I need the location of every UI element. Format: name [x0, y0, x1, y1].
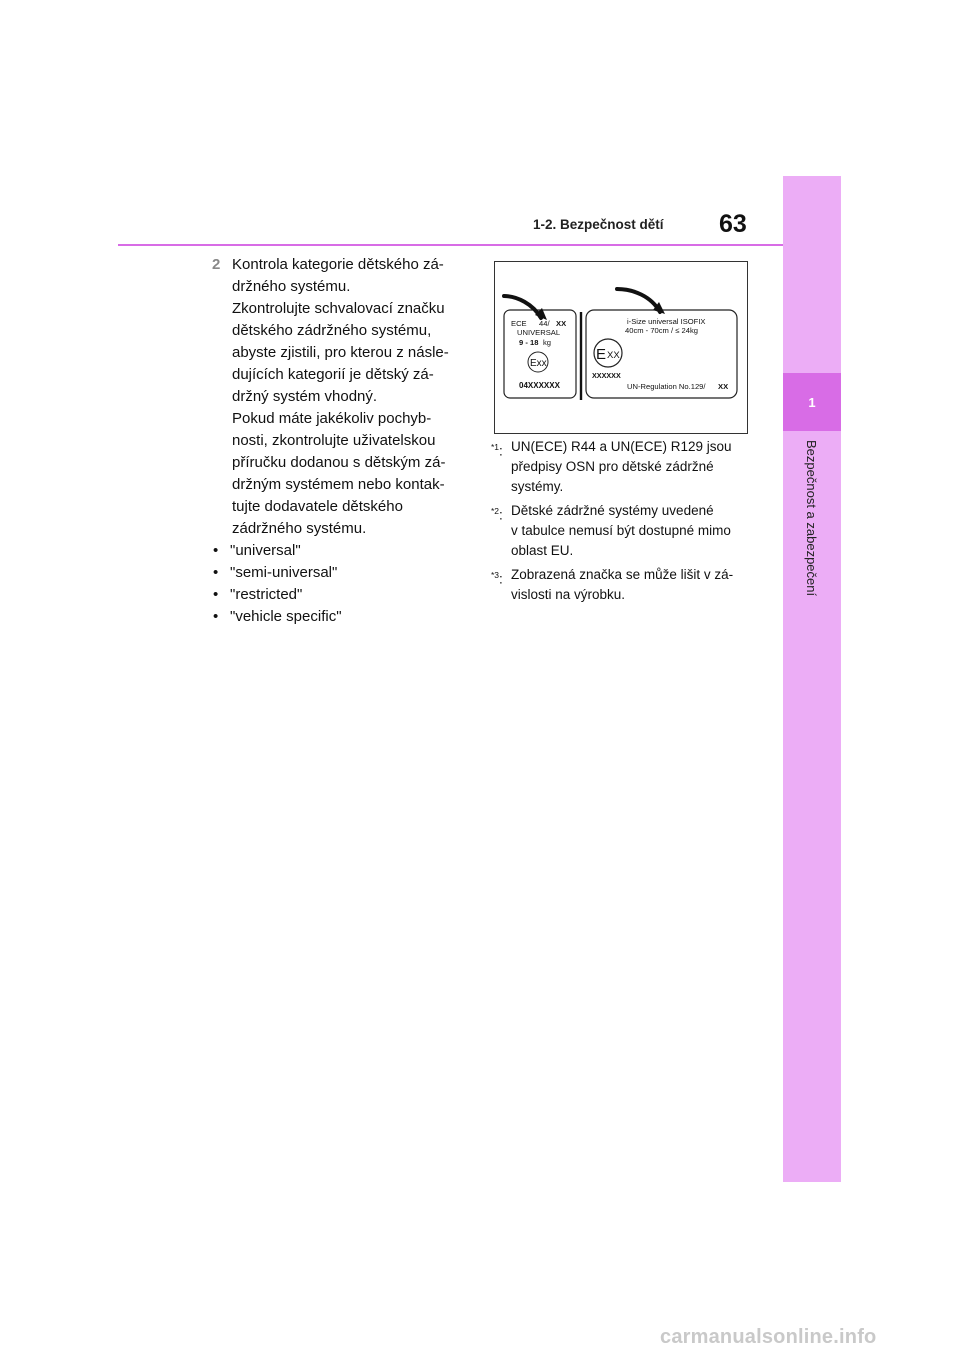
step-line: držným systémem nebo kontak-: [232, 476, 445, 493]
r129-range: 40cm - 70cm / ≤ 24kg: [625, 326, 698, 335]
watermark: carmanualsonline.info: [660, 1326, 877, 1348]
pointer-arrow-icon: [617, 289, 660, 312]
r129-code: XXXXXX: [592, 371, 621, 380]
category-item: • "restricted": [212, 584, 474, 606]
ece-r44-code: 04XXXXXX: [519, 381, 560, 390]
ece-r44-prefix: ECE: [511, 319, 527, 328]
footnote-line: v tabulce nemusí být dostupné mimo: [511, 523, 731, 538]
header-divider: [118, 244, 783, 246]
footnote-item: [491, 565, 761, 605]
step-line: abyste zjistili, pro kterou z násle-: [232, 344, 449, 361]
footnote-line: systémy.: [511, 479, 564, 494]
step-item: [212, 254, 474, 540]
e-mark-xx: XX: [607, 350, 620, 361]
ece-r44-weight-unit: kg: [543, 338, 552, 347]
footnotes: [491, 437, 761, 609]
footnote-text: [509, 437, 757, 497]
step-line: držného systému.: [232, 278, 351, 295]
r129-regulation-xx: XX: [718, 382, 729, 391]
footnote-line: UN(ECE) R44 a UN(ECE) R129 jsou: [511, 439, 732, 454]
e-mark-letter: E: [596, 346, 607, 363]
step-body: [232, 254, 468, 540]
step-line: Pokud máte jakékoliv pochyb-: [232, 410, 432, 427]
footnote-line: oblast EU.: [511, 543, 574, 558]
category-item: • "universal": [212, 540, 474, 562]
footnote-line: Zobrazená značka se může lišit v zá-: [511, 567, 734, 582]
e-mark-text: Exx: [530, 358, 547, 369]
step-line: Kontrola kategorie dětského zá-: [232, 256, 444, 273]
ece-r44-xx: XX: [556, 319, 567, 328]
step-line: dujících kategorií je dětský zá-: [232, 366, 434, 383]
ece-r44-class: UNIVERSAL: [517, 328, 561, 337]
step-line: tujte dodavatele dětského: [232, 498, 403, 515]
chapter-title-vertical: Bezpečnost a zabezpečení: [804, 440, 819, 597]
footnote-line: Dětské zádržné systémy uvedené: [511, 503, 714, 518]
step-line: nosti, zkontrolujte uživatelskou: [232, 432, 436, 449]
category-item: • "vehicle specific": [212, 606, 474, 628]
approval-label-illustration: [495, 262, 747, 433]
footnote-line: předpisy OSN pro dětské zádržné: [511, 459, 714, 474]
footnote-item: [491, 437, 761, 497]
ece-r44-number: 44/: [539, 319, 550, 328]
step-line: držný systém vhodný.: [232, 388, 378, 405]
approval-label-figure: [494, 261, 748, 434]
footnote-mark: $^{*2}$:: [491, 506, 503, 523]
step-line: příručku dodanou s dětským zá-: [232, 454, 446, 471]
chapter-number-badge: 1: [783, 373, 841, 431]
footnote-line: vislosti na výrobku.: [511, 587, 626, 602]
step-line: dětského zádržného systému,: [232, 322, 432, 339]
footnote-text: [509, 501, 757, 561]
r129-class: i-Size universal ISOFIX: [627, 317, 706, 326]
step-line: zádržného systému.: [232, 520, 367, 537]
category-list: [212, 540, 474, 628]
main-text-column: [212, 254, 474, 628]
footnote-text: [509, 565, 757, 605]
chapter-side-tab: [783, 176, 841, 1182]
section-title: 1-2. Bezpečnost dětí: [533, 217, 664, 232]
step-line: Zkontrolujte schvalovací značku: [232, 300, 445, 317]
footnote-item: [491, 501, 761, 561]
step-number: 2: [212, 256, 221, 273]
r129-regulation: UN-Regulation No.129/: [627, 382, 706, 391]
category-item: • "semi-universal": [212, 562, 474, 584]
footnote-mark: $^{*1}$:: [491, 442, 503, 459]
ece-r44-weight: 9 - 18: [519, 338, 539, 347]
page-number: 63: [719, 210, 747, 238]
footnote-mark: $^{*3}$:: [491, 570, 503, 587]
